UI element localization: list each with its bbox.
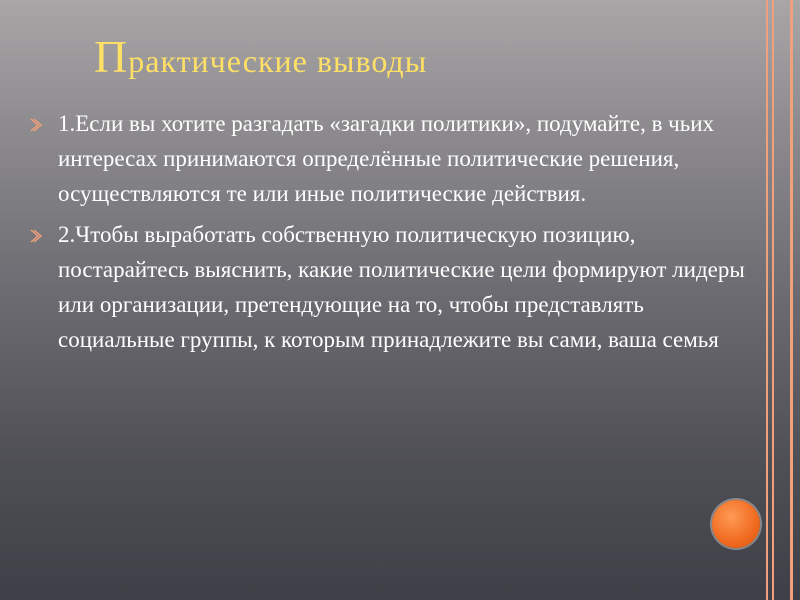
bullet-chevron-icon — [26, 106, 46, 141]
frame-line — [772, 0, 774, 600]
orange-circle-decoration — [712, 500, 760, 548]
slide-title-initial: П — [94, 31, 129, 82]
bullet-text: 1.Если вы хотите разгадать «загадки политики», подумайте, в чьих интересах принимаются определённые политические решения, осуществляются те или иные политические действия. — [58, 111, 715, 206]
frame-line — [790, 0, 793, 600]
bullet-text: 2.Чтобы выработать собственную политическую позицию, постарайтесь выяснить, какие политические цели формируют лидеры или организации, претендующие на то, чтобы представлять социальные группы, к которым принадлежите вы сами, ваша семья — [58, 222, 745, 352]
bullet-chevron-icon — [26, 217, 46, 252]
slide-title-rest: рактические выводы — [128, 43, 428, 79]
bullet-item — [26, 217, 746, 357]
bullet-item — [26, 106, 746, 211]
slide-title — [94, 30, 427, 83]
frame-line — [766, 0, 768, 600]
slide-body — [26, 106, 746, 363]
